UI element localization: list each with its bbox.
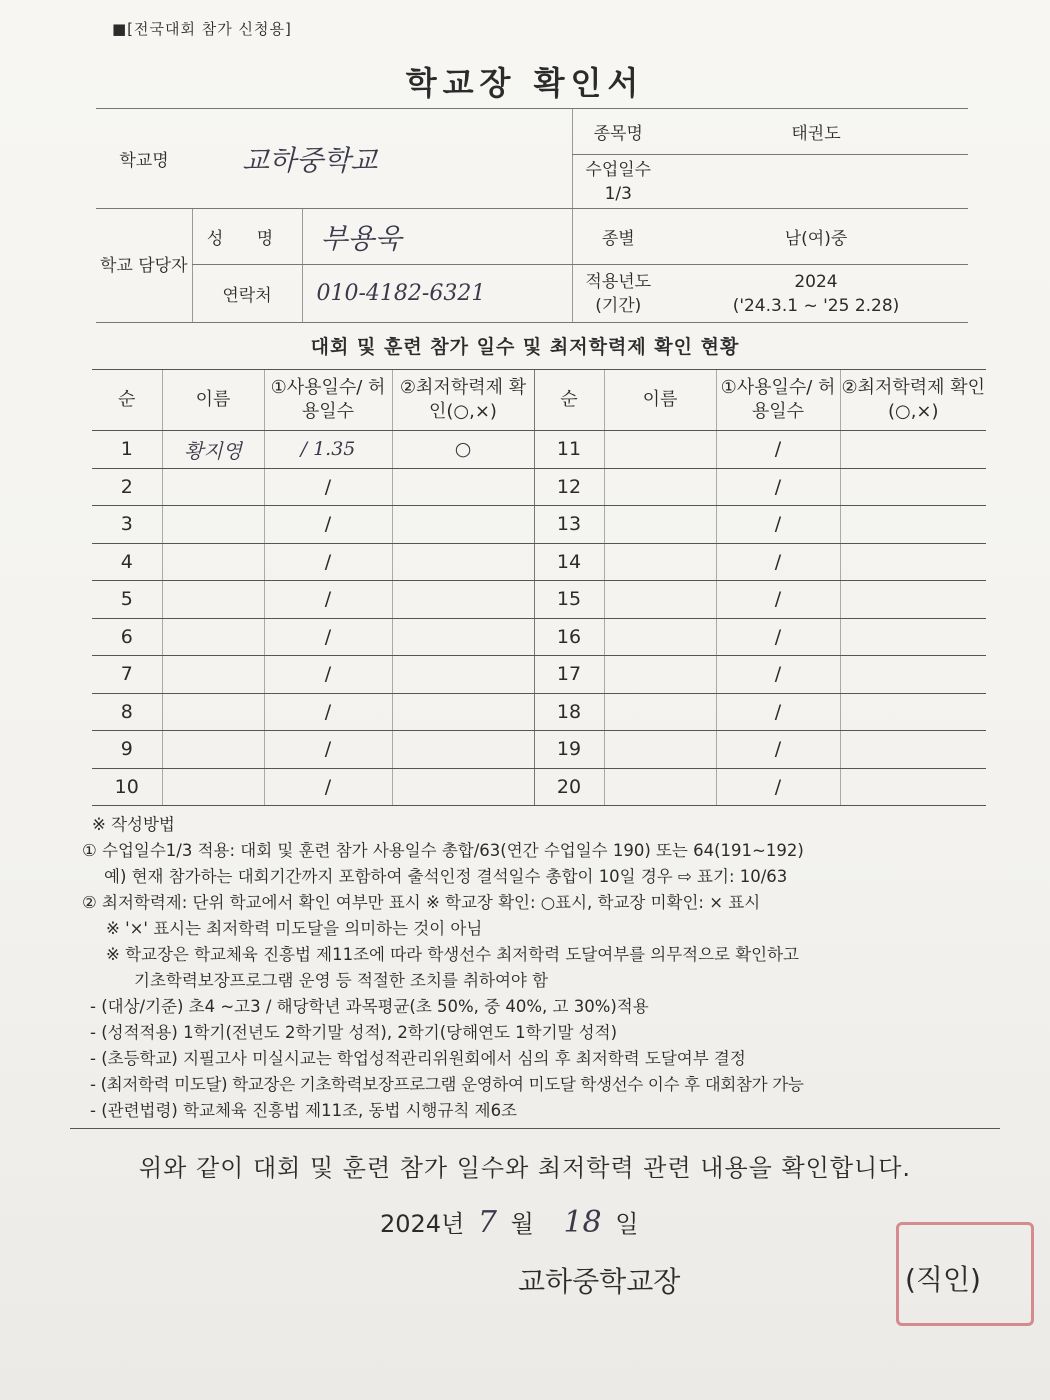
- row-check-2: [840, 731, 986, 769]
- table-row: [92, 618, 986, 656]
- row-no-2: 16: [534, 618, 604, 656]
- table-row: [92, 543, 986, 581]
- row-days: /: [264, 543, 392, 581]
- row-name-2: [604, 506, 716, 544]
- period-value: ('24.3.1 ~ '25 2.28): [732, 295, 900, 316]
- row-check-2: [840, 506, 986, 544]
- row-name-2: [604, 693, 716, 731]
- row-no: 7: [92, 656, 162, 694]
- page-title: 학교장 확인서: [405, 64, 645, 102]
- roster-table: [92, 369, 986, 806]
- school-name: 교하중학교: [192, 109, 572, 209]
- note-line: ※ '×' 표시는 최저학력 미도달을 의미하는 것이 아님: [106, 919, 483, 938]
- year-value: 2024: [794, 271, 838, 292]
- row-days: / 1.35: [264, 431, 392, 469]
- row-check: [392, 656, 534, 694]
- col-days-2: ①사용일수/ 허용일수: [716, 370, 840, 431]
- row-name-2: [604, 731, 716, 769]
- gender-value: 남(여)중: [664, 209, 968, 265]
- row-days-2: /: [716, 468, 840, 506]
- seal-label: (직인): [905, 1263, 981, 1296]
- row-days-2: /: [716, 506, 840, 544]
- row-name-2: [604, 581, 716, 619]
- date-month-label: 월: [510, 1210, 534, 1238]
- row-days-2: /: [716, 656, 840, 694]
- row-name: 황지영: [162, 431, 264, 469]
- row-name-2: [604, 618, 716, 656]
- row-no-2: 11: [534, 431, 604, 469]
- row-check: [392, 543, 534, 581]
- col-name: 이름: [162, 370, 264, 431]
- date-day: 18: [563, 1205, 602, 1240]
- contact-label: 연락처: [192, 265, 302, 323]
- school-label: 학교명: [96, 109, 192, 209]
- row-days: /: [264, 656, 392, 694]
- note-line: 기초학력보장프로그램 운영 등 적절한 조치를 취하여야 함: [134, 971, 549, 990]
- row-name: [162, 468, 264, 506]
- col-check: ②최저학력제 확인(○,×): [392, 370, 534, 431]
- row-no: 1: [92, 431, 162, 469]
- table-row: [92, 768, 986, 806]
- form-tag: ■[전국대회 참가 신청용]: [112, 20, 292, 38]
- note-line: ① 수업일수1/3 적용: 대회 및 훈련 참가 사용일수 총합/63(연간 수업일수 190) 또는 64(191~192): [82, 841, 804, 860]
- row-check-2: [840, 693, 986, 731]
- table-row: [92, 431, 986, 469]
- row-name: [162, 618, 264, 656]
- row-no-2: 15: [534, 581, 604, 619]
- row-no: 8: [92, 693, 162, 731]
- row-no: 10: [92, 768, 162, 806]
- days-label: 수업일수 1/3: [572, 155, 664, 209]
- row-name: [162, 656, 264, 694]
- row-days-2: /: [716, 731, 840, 769]
- row-days: /: [264, 506, 392, 544]
- note-line: - (성적적용) 1학기(전년도 2학기말 성적), 2학기(당해연도 1학기말 성적): [90, 1023, 618, 1042]
- col-name-2: 이름: [604, 370, 716, 431]
- table-row: [92, 468, 986, 506]
- note-line: 예) 현재 참가하는 대회기간까지 포함하여 출석인정 결석일수 총합이 10일 경우 ⇨ 표기: 10/63: [104, 867, 788, 886]
- row-days: /: [264, 731, 392, 769]
- note-line: - (관련법령) 학교체육 진흥법 제11조, 동법 시행규칙 제6조: [90, 1101, 517, 1120]
- row-check: ○: [392, 431, 534, 469]
- note-line: - (초등학교) 지필고사 미실시교는 학업성적관리위원회에서 심의 후 최저학력 도달여부 결정: [90, 1049, 746, 1068]
- row-no-2: 17: [534, 656, 604, 694]
- row-days: /: [264, 468, 392, 506]
- row-days-2: /: [716, 431, 840, 469]
- year-label: 적용년도 (기간): [572, 265, 664, 323]
- date-year: 2024년: [380, 1210, 465, 1238]
- date-month: 7: [477, 1205, 497, 1240]
- row-check-2: [840, 543, 986, 581]
- principal-name: 교하중학교장: [518, 1265, 681, 1298]
- row-check-2: [840, 618, 986, 656]
- info-table: [96, 108, 968, 323]
- row-no-2: 19: [534, 731, 604, 769]
- row-days-2: /: [716, 618, 840, 656]
- note-line: - (최저학력 미도달) 학교장은 기초학력보장프로그램 운영하여 미도달 학생선수 이수 후 대회참가 가능: [90, 1075, 804, 1094]
- date-day-label: 일: [615, 1210, 639, 1238]
- note-line: ※ 작성방법: [92, 815, 175, 834]
- row-check-2: [840, 656, 986, 694]
- contact-value: 010-4182-6321: [302, 265, 572, 323]
- name-label: 성 명: [192, 209, 302, 265]
- table-row: [92, 693, 986, 731]
- row-check: [392, 581, 534, 619]
- roster-title: 대회 및 훈련 참가 일수 및 최저학력제 확인 현황: [310, 336, 740, 358]
- row-no: 6: [92, 618, 162, 656]
- row-no-2: 13: [534, 506, 604, 544]
- row-check: [392, 468, 534, 506]
- row-days: /: [264, 581, 392, 619]
- note-line: ※ 학교장은 학교체육 진흥법 제11조에 따라 학생선수 최저학력 도달여부를 의무적으로 확인하고: [106, 945, 799, 964]
- date-line: [380, 1204, 638, 1240]
- confirmation-text: 위와 같이 대회 및 훈련 참가 일수와 최저학력 관련 내용을 확인합니다.: [138, 1154, 912, 1182]
- table-row: [92, 506, 986, 544]
- row-check: [392, 506, 534, 544]
- instructions: [82, 812, 1002, 1124]
- row-no-2: 18: [534, 693, 604, 731]
- days-value: [664, 155, 968, 209]
- row-name: [162, 731, 264, 769]
- row-days-2: /: [716, 768, 840, 806]
- note-line: - (대상/기준) 초4 ~고3 / 해당학년 과목평균(초 50%, 중 40%, 고 30%)적용: [90, 997, 649, 1016]
- row-days-2: /: [716, 693, 840, 731]
- row-no: 3: [92, 506, 162, 544]
- row-no-2: 20: [534, 768, 604, 806]
- col-no-2: 순: [534, 370, 604, 431]
- row-name-2: [604, 543, 716, 581]
- row-no: 2: [92, 468, 162, 506]
- row-name: [162, 768, 264, 806]
- col-days: ①사용일수/ 허용일수: [264, 370, 392, 431]
- note-line: ② 최저학력제: 단위 학교에서 확인 여부만 표시 ※ 학교장 확인: ○표시, 학교장 미확인: × 표시: [82, 893, 761, 912]
- row-name-2: [604, 468, 716, 506]
- name-value: 부용욱: [302, 209, 572, 265]
- row-check-2: [840, 768, 986, 806]
- row-days: /: [264, 768, 392, 806]
- row-no-2: 14: [534, 543, 604, 581]
- row-days: /: [264, 693, 392, 731]
- row-no: 9: [92, 731, 162, 769]
- row-days: /: [264, 618, 392, 656]
- sport-value: 태권도: [664, 109, 968, 155]
- col-check-2: ②최저학력제 확인(○,×): [840, 370, 986, 431]
- gender-label: 종별: [572, 209, 664, 265]
- roster-header-row: [92, 370, 986, 431]
- row-name: [162, 543, 264, 581]
- col-no: 순: [92, 370, 162, 431]
- row-no-2: 12: [534, 468, 604, 506]
- row-days-2: /: [716, 581, 840, 619]
- row-check-2: [840, 468, 986, 506]
- row-no: 5: [92, 581, 162, 619]
- row-check: [392, 618, 534, 656]
- staff-label: 학교 담당자: [96, 209, 192, 323]
- row-name-2: [604, 656, 716, 694]
- row-name: [162, 581, 264, 619]
- row-name-2: [604, 431, 716, 469]
- table-row: [92, 731, 986, 769]
- row-days-2: /: [716, 543, 840, 581]
- table-row: [92, 656, 986, 694]
- sport-label: 종목명: [572, 109, 664, 155]
- row-name: [162, 506, 264, 544]
- row-check: [392, 693, 534, 731]
- row-name-2: [604, 768, 716, 806]
- divider: [70, 1128, 1000, 1129]
- row-check-2: [840, 431, 986, 469]
- row-check: [392, 731, 534, 769]
- row-no: 4: [92, 543, 162, 581]
- row-name: [162, 693, 264, 731]
- row-check-2: [840, 581, 986, 619]
- row-check: [392, 768, 534, 806]
- table-row: [92, 581, 986, 619]
- year-cell: [664, 265, 968, 323]
